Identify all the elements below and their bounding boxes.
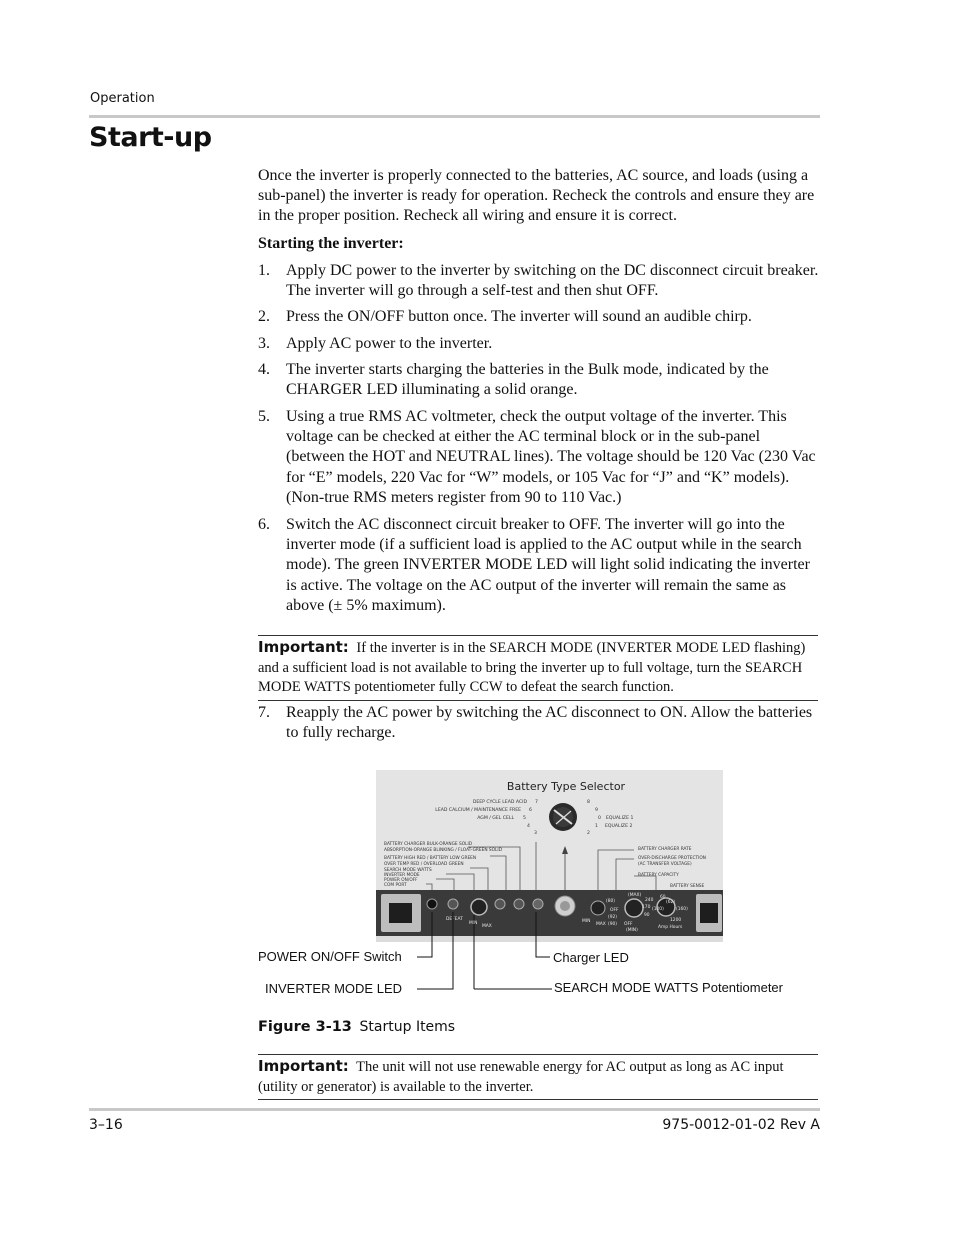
callout-power-switch: POWER ON/OFF Switch (258, 949, 402, 964)
important-note-2 (258, 1054, 818, 1100)
panel-label: OVER-DISCHARGE PROTECTION (638, 856, 706, 861)
step-2 (258, 307, 820, 329)
knob-label: MAX (482, 924, 492, 929)
panel-label: POWER ON/OFF (384, 878, 418, 883)
knob-label: (MIN) (626, 928, 638, 933)
knob-value: (100) (652, 907, 664, 912)
note-text: The unit will not use renewable energy for AC output as long as AC input (utility or generator) is available to the inverter. (258, 1059, 784, 1095)
document-id: 975-0012-01-02 Rev A (662, 1117, 820, 1133)
control-panel-figure (376, 770, 723, 942)
knob-label: MAX (596, 922, 606, 927)
important-note-1 (258, 635, 818, 701)
callout-inverter-led: INVERTER MODE LED (265, 981, 403, 996)
step-text: Reapply the AC power by switching the AC disconnect to ON. Allow the batteries to fully recharge. (286, 704, 813, 742)
step-3 (258, 334, 820, 356)
step-text: The inverter starts charging the batteries in the Bulk mode, indicated by the CHARGER LED illuminating a solid orange. (286, 361, 769, 399)
knob-value: (90) (608, 922, 618, 927)
knob-value: (62) (666, 900, 676, 905)
com-port-jack (389, 903, 412, 923)
knob-label: DEFEAT (446, 917, 463, 922)
panel-label: BATTERY CHARGER RATE (638, 847, 692, 852)
knob-value: 60 (660, 895, 666, 900)
charge-rate-knob[interactable] (591, 901, 605, 915)
step-1 (258, 261, 820, 303)
step-text: Switch the AC disconnect circuit breaker to OFF. The inverter will go into the inverter mode (if a sufficient load is applied to the AC output while in the search mode). The green INVERTER MODE LED will light solid indicating the inverter is active. The voltage on the AC output of the inverter will remain the same as above (± 5% maximum). (286, 516, 810, 614)
equalize-label: EQUALIZE 1 (606, 816, 634, 821)
panel-label: (AC TRANSFER VOLTAGE) (638, 862, 692, 867)
intro-paragraph: Once the inverter is properly connected to the batteries, AC source, and loads (using a sub-panel) the inverter is ready for operation. Recheck the controls and ensure they are in the proper position. Recheck all wiring and ensure it is correct. (258, 167, 815, 225)
step-number: 6. (258, 516, 270, 533)
running-header: Operation (90, 91, 155, 106)
figure-title: Startup Items (359, 1019, 456, 1035)
battery-status-led (495, 899, 505, 909)
panel-label: BATTERY CAPACITY (638, 873, 679, 878)
knob-value: 240 (645, 898, 654, 903)
figure-number: Figure 3-13 (258, 1019, 352, 1035)
panel-label: COM PORT (384, 883, 407, 888)
note-text: If the inverter is in the SEARCH MODE (INVERTER MODE LED flashing) and a sufficient load is not available to bring the inverter up to full voltage, turn the SEARCH MODE WATTS potentiometer fully CCW to defeat the search function. (258, 640, 806, 696)
step-number: 1. (258, 262, 270, 279)
step-text: Apply DC power to the inverter by switching on the DC disconnect circuit breaker. The inverter will go through a self-test and then shut OFF. (286, 262, 819, 300)
dial-number: 9 (595, 808, 598, 813)
power-on-off-switch[interactable] (427, 899, 437, 909)
knob-value: OFF (624, 922, 633, 927)
step-5 (258, 407, 820, 509)
panel-label: BATTERY SENSE (670, 884, 705, 889)
knob-label: MIN (469, 921, 478, 926)
panel-label: BATTERY HIGH RED / BATTERY LOW GREEN (384, 856, 477, 861)
step-number: 2. (258, 308, 270, 325)
overtemp-led (514, 899, 524, 909)
knob-value: 90 (644, 913, 650, 918)
knob-value: (80) (606, 899, 616, 904)
knob-label: OFF (610, 908, 619, 913)
subheading: Starting the inverter: (258, 235, 404, 252)
dial-number: 8 (587, 800, 590, 805)
dial-number: 0 (598, 816, 601, 821)
knob-value: (160) (676, 907, 688, 912)
knob-label: MIN (582, 919, 591, 924)
panel-label: INVERTER MODE (384, 873, 420, 878)
callout-charger-led: Charger LED (553, 950, 629, 965)
transfer-voltage-knob[interactable] (625, 899, 643, 917)
dial-number: 6 (529, 808, 532, 813)
equalize-label: EQUALIZE 2 (605, 824, 633, 829)
step-number: 4. (258, 361, 270, 378)
charger-led (533, 899, 543, 909)
battery-type-label: DEEP CYCLE LEAD ACID (472, 800, 527, 805)
step-text: Press the ON/OFF button once. The inverter will sound an audible chirp. (286, 308, 752, 325)
dial-number: 4 (527, 824, 530, 829)
panel-title: Battery Type Selector (506, 780, 626, 793)
figure-caption (258, 1019, 455, 1036)
dial-number: 5 (523, 816, 526, 821)
dial-number: 7 (535, 800, 538, 805)
step-text: Apply AC power to the inverter. (286, 335, 493, 352)
panel-label: OVER TEMP RED / OVERLOAD GREEN (384, 862, 464, 867)
page-title: Start-up (89, 122, 212, 153)
battery-type-label: AGM / GEL CELL (477, 816, 514, 821)
knob-label: (MAX) (628, 893, 642, 898)
battery-type-label: LEAD CALCIUM / MAINTENANCE FREE (435, 808, 521, 813)
dial-number: 2 (587, 831, 590, 836)
dial-number: 3 (534, 831, 537, 836)
panel-label: BATTERY CHARGER BULK-ORANGE SOLID (384, 842, 473, 847)
footer-rule (89, 1108, 820, 1111)
dial-number: 1 (595, 824, 598, 829)
search-mode-watts-knob[interactable] (471, 899, 487, 915)
step-6 (258, 515, 820, 617)
callout-search-pot: SEARCH MODE WATTS Potentiometer (554, 980, 783, 995)
step-7 (258, 703, 820, 745)
knob-value: (92) (608, 915, 618, 920)
step-number: 5. (258, 408, 270, 425)
step-number: 3. (258, 335, 270, 352)
knob-value: 1200 (670, 918, 682, 923)
note-label: Important: (258, 1057, 349, 1075)
inverter-mode-led (448, 899, 458, 909)
panel-label: SEARCH MODE WATTS (384, 868, 432, 873)
step-number: 7. (258, 704, 270, 721)
step-text: Using a true RMS AC voltmeter, check the output voltage of the inverter. This voltage can be checked at either the AC terminal block or in the sub-panel (between the HOT and NEUTRAL lines). The voltage should be 120 Vac (230 Vac for “E” models, 220 Vac for “W” models, or 105 Vac for “J” and “K” models). (Non-true RMS meters register from 90 to 110 Vac.) (286, 408, 816, 506)
knob-label: Amp Hours (658, 925, 683, 930)
step-4 (258, 360, 820, 402)
page-number: 3–16 (89, 1117, 123, 1133)
header-rule (89, 115, 820, 118)
note-label: Important: (258, 638, 349, 656)
knob-value: 170 (642, 905, 651, 910)
panel-label: ABSORPTION-ORANGE BLINKING / FLOAT-GREEN SOLID (384, 848, 503, 853)
